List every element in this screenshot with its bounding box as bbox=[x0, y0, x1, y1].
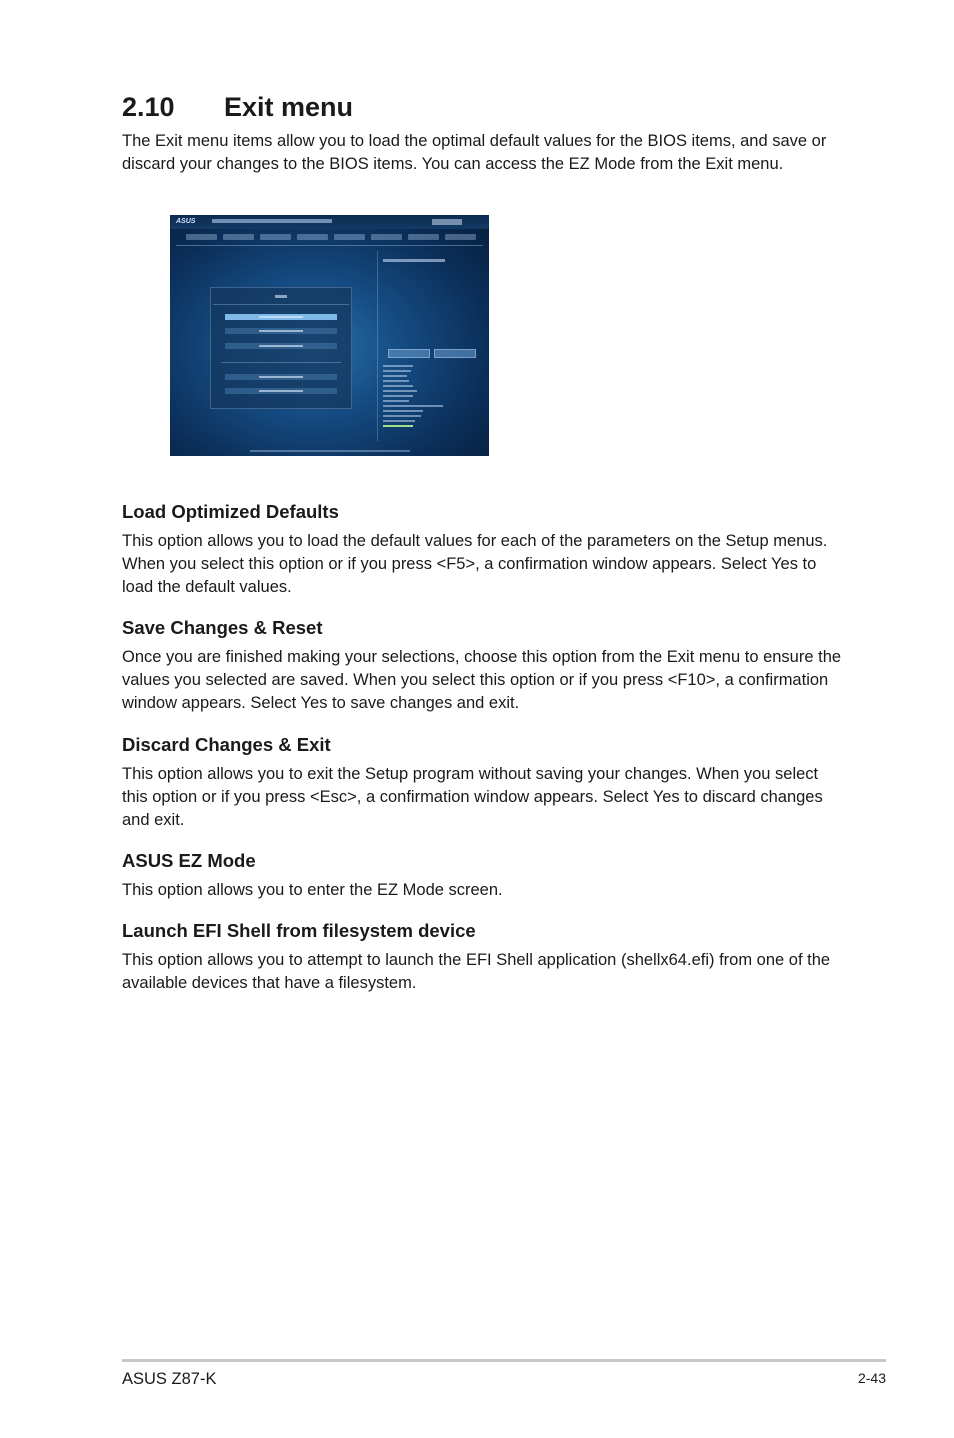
bios-tab-divider bbox=[176, 245, 483, 246]
bios-quick-note-button bbox=[388, 349, 430, 358]
section-launch-efi-shell bbox=[122, 919, 847, 995]
bios-key-hint bbox=[383, 380, 409, 382]
section-save-changes-reset bbox=[122, 616, 847, 715]
bios-tab-boot bbox=[371, 234, 402, 240]
bios-key-hint bbox=[383, 395, 413, 397]
bios-title-text bbox=[212, 219, 332, 223]
bios-key-hint bbox=[383, 410, 423, 412]
bios-key-hint bbox=[383, 415, 421, 417]
bios-item-save-changes-reset bbox=[225, 328, 337, 334]
bios-tab-tool bbox=[408, 234, 439, 240]
bios-tab-ai-tweaker bbox=[260, 234, 291, 240]
bios-key-hint bbox=[383, 385, 413, 387]
bios-key-hint bbox=[383, 370, 411, 372]
bios-tab-main bbox=[223, 234, 254, 240]
section-body: This option allows you to load the default values for each of the parameters on the Setup menus. When you select this option or if you press <F5>, a confirmation window appears. Select Yes to load the default values. bbox=[122, 532, 828, 596]
section-number: 2.10 bbox=[122, 92, 175, 122]
bios-last-modified-button bbox=[434, 349, 476, 358]
bios-item-load-optimized-defaults bbox=[225, 314, 337, 320]
bios-help-title bbox=[383, 259, 445, 262]
section-body: This option allows you to attempt to launch the EFI Shell application (shellx64.efi) from one of the available devices that have a filesystem. bbox=[122, 951, 831, 992]
bios-version-footer bbox=[250, 450, 410, 452]
bios-back-button bbox=[432, 219, 462, 225]
bios-key-hint bbox=[383, 365, 413, 367]
section-title: Exit menu bbox=[224, 92, 354, 122]
section-load-optimized-defaults bbox=[122, 500, 847, 599]
section-heading: ASUS EZ Mode bbox=[122, 850, 256, 871]
bios-exit-panel-title bbox=[275, 295, 287, 298]
bios-tab-advanced bbox=[297, 234, 328, 240]
section-body: Once you are finished making your selections, choose this option from the Exit menu to ensure the values you selected are saved. When you select this option or if you press <F10>, a confirmation window appears. Select Yes to save changes and exit. bbox=[122, 648, 842, 712]
asus-logo: ASUS bbox=[176, 218, 196, 225]
page-title bbox=[122, 90, 353, 124]
bios-tab-my-favorites bbox=[186, 234, 217, 240]
bios-item-launch-efi-shell bbox=[225, 388, 337, 394]
bios-item-discard-changes-exit bbox=[225, 343, 337, 349]
bios-tab-monitor bbox=[334, 234, 365, 240]
bios-key-hint bbox=[383, 375, 407, 377]
bios-tab-bar bbox=[186, 234, 476, 240]
bios-key-hint bbox=[383, 400, 409, 402]
section-heading: Discard Changes & Exit bbox=[122, 734, 331, 755]
bios-panel-separator bbox=[221, 362, 341, 363]
bios-vertical-divider bbox=[377, 251, 378, 441]
section-body: This option allows you to exit the Setup program without saving your changes. When you select this option or if you press <Esc>, a confirmation window appears. Select Yes to discard changes and exit. bbox=[122, 765, 823, 829]
bios-item-asus-ez-mode bbox=[225, 374, 337, 380]
bios-exit-menu-screenshot bbox=[170, 215, 489, 456]
section-heading: Launch EFI Shell from filesystem device bbox=[122, 920, 476, 941]
bios-key-hint bbox=[383, 405, 443, 407]
footer-product: ASUS Z87-K bbox=[122, 1370, 217, 1388]
section-heading: Load Optimized Defaults bbox=[122, 501, 339, 522]
section-discard-changes-exit bbox=[122, 733, 847, 832]
bios-key-hint bbox=[383, 420, 415, 422]
section-body: This option allows you to enter the EZ Mode screen. bbox=[122, 881, 503, 899]
section-asus-ez-mode bbox=[122, 849, 847, 902]
bios-panel-divider bbox=[213, 304, 349, 305]
bios-key-hint bbox=[383, 390, 417, 392]
footer-divider bbox=[122, 1359, 886, 1362]
bios-exit-panel bbox=[210, 287, 352, 409]
section-heading: Save Changes & Reset bbox=[122, 617, 323, 638]
bios-tab-exit bbox=[445, 234, 476, 240]
intro-paragraph: The Exit menu items allow you to load the optimal default values for the BIOS items, and save or discard your changes to the BIOS items. You can access the EZ Mode from the Exit menu. bbox=[122, 132, 827, 173]
bios-key-hint-highlight bbox=[383, 425, 413, 427]
footer-page-number: 2-43 bbox=[857, 1370, 886, 1386]
